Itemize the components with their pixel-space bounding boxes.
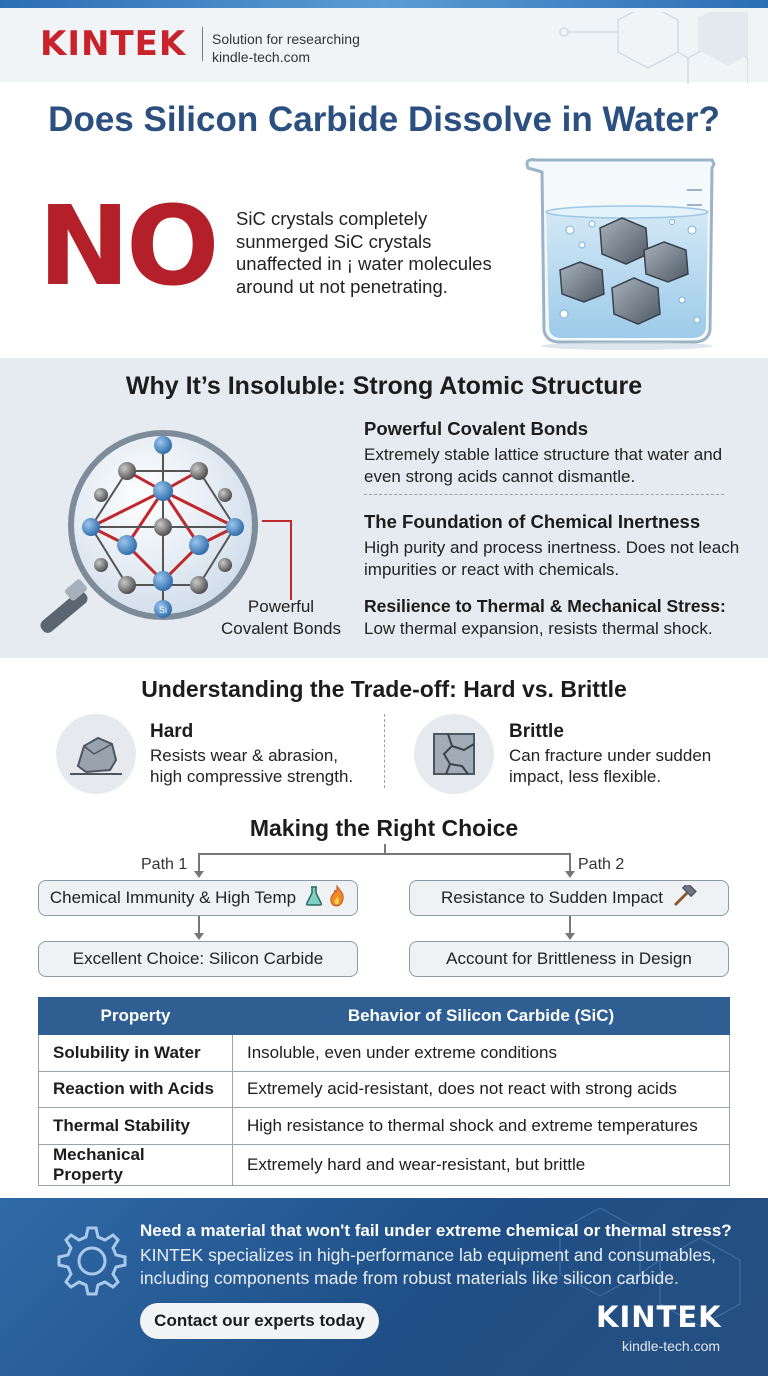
brittle-text-line: Can fracture under sudden [509, 746, 712, 765]
si-atom-label: Si [158, 605, 168, 615]
brittle-title: Brittle [509, 721, 564, 742]
path-2-label: Path 2 [578, 856, 625, 873]
hard-text-line: Resists wear & abrasion, [150, 746, 339, 765]
feature-divider [364, 494, 724, 495]
tagline-text: Solution for researching [212, 31, 360, 47]
brittle-description [509, 745, 711, 787]
arrow-down-icon [565, 871, 575, 878]
feature-chemical-inertness [364, 511, 744, 581]
table-cell: Mechanical Property [39, 1144, 233, 1185]
gear-icon [52, 1220, 132, 1300]
table-row [39, 1144, 730, 1185]
feature-title: The Foundation of Chemical Inertness [364, 511, 701, 532]
brittle-text-line: impact, less flexible. [509, 767, 662, 786]
hard-description [150, 745, 353, 787]
path-1-result-box [38, 941, 358, 977]
logo-divider [202, 27, 203, 61]
hexagon-pattern-decoration [528, 12, 748, 84]
answer-line: sunmerged SiC crystals [236, 230, 432, 252]
answer-no: NO [38, 182, 216, 310]
lattice-label-line: Covalent Bonds [220, 619, 342, 638]
table-cell: Extremely hard and wear-resistant, but brittle [233, 1144, 730, 1185]
answer-line: around ut not penetrating. [236, 275, 448, 297]
lattice-label [216, 596, 346, 640]
beaker-illustration [522, 150, 732, 350]
path-1-condition: Chemical Immunity & High Temp [49, 888, 297, 907]
path-1-condition-box [38, 880, 358, 916]
feature-text: Extremely stable lattice structure that water and even strong acids cannot dismantle. [364, 445, 723, 486]
table-cell: Reaction with Acids [39, 1071, 233, 1108]
tree-connector [569, 916, 571, 934]
footer-kintek-logo[interactable]: KINTEK [596, 1300, 722, 1334]
callout-line [262, 520, 292, 600]
rock-icon [56, 714, 136, 794]
footer-text: KINTEK specializes in high-performance lab equipment and consumables, including components made from robust materials like silicon carbide. [140, 1245, 716, 1288]
table-header-cell: Property [39, 998, 233, 1035]
answer-description [236, 208, 526, 298]
top-accent-bar [0, 0, 768, 8]
path-1-label: Path 1 [141, 856, 188, 873]
header-url[interactable]: kindle-tech.com [212, 49, 311, 65]
kintek-logo[interactable]: KINTEK [40, 24, 187, 64]
footer-heading: Need a material that won't fail under extreme chemical or thermal stress? [140, 1221, 732, 1240]
footer-url[interactable]: kindle-tech.com [622, 1338, 721, 1354]
path-2-condition: Resistance to Sudden Impact [440, 888, 664, 907]
table-cell: Extremely acid-resistant, does not react with strong acids [233, 1071, 730, 1108]
table-cell: Solubility in Water [39, 1035, 233, 1072]
feature-title: Resilience to Thermal & Mechanical Stress: [364, 596, 726, 616]
tree-connector [198, 853, 570, 855]
table-row [39, 1108, 730, 1145]
feature-text: High purity and process inertness. Does not leach impurities or react with chemicals. [364, 538, 740, 579]
header-tagline [212, 30, 360, 66]
arrow-down-icon [565, 933, 575, 940]
contact-experts-button[interactable]: Contact our experts today [140, 1303, 379, 1339]
table-row [39, 1035, 730, 1072]
choice-title: Making the Right Choice [249, 815, 519, 841]
arrow-down-icon [194, 933, 204, 940]
table-header-cell: Behavior of Silicon Carbide (SiC) [233, 998, 730, 1035]
hard-text-line: high compressive strength. [150, 767, 354, 786]
hard-title: Hard [150, 721, 194, 742]
arrow-down-icon [194, 871, 204, 878]
table-header-row [39, 998, 730, 1035]
feature-thermal-resilience [364, 596, 744, 640]
hammer-icon [671, 885, 697, 912]
feature-title: Powerful Covalent Bonds [364, 418, 589, 439]
page-title: Does Silicon Carbide Dissolve in Water? [48, 100, 720, 139]
answer-line: SiC crystals completely [236, 208, 428, 229]
structure-title: Why It’s Insoluble: Strong Atomic Structure [125, 372, 643, 400]
feature-text: Low thermal expansion, resists thermal shock. [364, 619, 713, 638]
tree-connector [198, 853, 200, 871]
tree-connector [569, 853, 571, 871]
properties-table [38, 997, 730, 1186]
table-cell: High resistance to thermal shock and extreme temperatures [233, 1108, 730, 1145]
table-row [39, 1071, 730, 1108]
lattice-label-line: Powerful [247, 597, 315, 616]
flask-icon [304, 885, 324, 912]
cracked-tile-icon [414, 714, 494, 794]
path-1-result: Excellent Choice: Silicon Carbide [72, 949, 324, 968]
tree-connector [198, 916, 200, 934]
path-2-result: Account for Brittleness in Design [446, 949, 692, 968]
table-cell: Thermal Stability [39, 1108, 233, 1145]
answer-line: unaffected in ¡ water molecules [236, 253, 492, 274]
path-2-result-box [409, 941, 729, 977]
table-cell: Insoluble, even under extreme conditions [233, 1035, 730, 1072]
flame-icon [328, 885, 346, 912]
feature-covalent-bonds [364, 418, 744, 488]
tradeoff-title: Understanding the Trade-off: Hard vs. Brittle [141, 676, 627, 702]
path-2-condition-box [409, 880, 729, 916]
tradeoff-divider [384, 714, 385, 788]
